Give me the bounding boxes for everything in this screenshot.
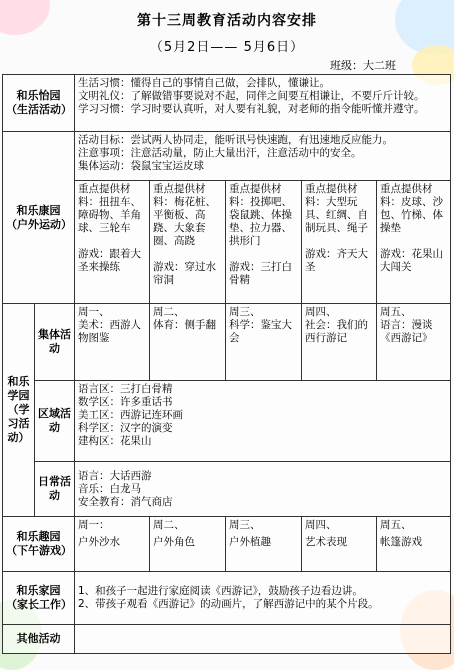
group-day-cell — [302, 304, 377, 381]
date-range: （5月2日—— 5月6日） — [149, 40, 305, 55]
study-group-row — [3, 304, 451, 381]
daily-line: 语言：大话西游 — [78, 469, 152, 482]
group-activity: 语言：漫谈《西游记》 — [380, 319, 433, 344]
group-day-cell — [150, 304, 226, 381]
health-materials: 重点提供材料：扭扭车、障碍物、羊角球、三轮车 — [78, 183, 141, 234]
life-section-label: 和乐怡园（生活活动） — [3, 75, 75, 132]
home-line: 1、和孩子一起进行家庭阅读《西游记》，鼓励孩子边看边讲。 — [78, 585, 363, 597]
study-daily-row — [3, 462, 451, 517]
group-activity: 社会：我们的西行游记 — [305, 319, 368, 344]
health-materials: 重点提供材料：投掷吧、袋鼠跳、体操垫、拉力器、拱形门 — [229, 183, 292, 247]
group-activity: 美术：西游人物图鉴 — [78, 319, 141, 344]
fun-day-cell — [150, 517, 226, 572]
health-materials: 重点提供材料：皮球、沙包、竹梯、体操垫 — [380, 183, 443, 234]
health-day-cell — [75, 181, 150, 304]
area-activity-label: 区域活动 — [35, 381, 75, 462]
health-game: 游戏：齐天大圣 — [305, 248, 368, 273]
area-line: 语言区：三打白骨精 — [78, 383, 173, 395]
fun-activity: 艺术表现 — [305, 536, 347, 548]
day-label: 周四、 — [305, 306, 337, 318]
daily-line: 安全教育：消气商店 — [78, 495, 173, 508]
group-day-cell — [377, 304, 451, 381]
day-label: 周二、 — [153, 306, 185, 318]
schedule-table — [2, 74, 451, 654]
other-row — [3, 625, 451, 654]
fun-day-cell — [226, 517, 302, 572]
day-label: 周五、 — [380, 306, 412, 318]
day-label: 周二、 — [153, 519, 185, 531]
life-line: 文明礼仪：了解做错事要说对不起，同伴之间要互相谦让，不要斤斤计较。 — [78, 90, 425, 102]
fun-day-cell — [75, 517, 150, 572]
group-day-cell — [226, 304, 302, 381]
fun-section-label: 和乐趣园（下午游戏） — [3, 517, 75, 572]
life-line: 生活习惯：懂得自己的事情自己做，会排队，懂谦让。 — [78, 77, 330, 89]
daily-activity-label: 日常活动 — [35, 462, 75, 517]
health-day-cell — [226, 181, 302, 304]
fun-day-cell — [302, 517, 377, 572]
fun-day-cell — [377, 517, 451, 572]
health-line: 注意事项：注意活动量，防止大量出汗，注意活动中的安全。 — [78, 147, 362, 159]
area-line: 数学区：许多重话书 — [78, 396, 173, 408]
fun-activity: 户外角色 — [153, 536, 195, 548]
home-line: 2、带孩子观看《西游记》的动画片，了解西游记中的某个片段。 — [78, 598, 379, 610]
page-title: 第十三周教育活动内容安排 — [137, 13, 317, 29]
health-game: 游戏：三打白骨精 — [229, 261, 292, 286]
health-line: 活动目标：尝试两人协同走，能听讯号快速跑，有迅速地反应能力。 — [78, 134, 393, 146]
life-row — [3, 75, 451, 132]
day-label: 周一、 — [78, 306, 110, 318]
health-line: 集体运动：袋鼠宝宝运皮球 — [78, 160, 204, 172]
health-game: 游戏：穿过水帘洞 — [153, 261, 216, 286]
group-activity: 科学：鉴宝大会 — [229, 319, 292, 344]
day-label: 周四、 — [305, 519, 337, 531]
area-line: 美工区：西游记连环画 — [78, 409, 183, 421]
study-section-label: 和乐学园（学习活动） — [3, 304, 35, 517]
daily-content — [75, 462, 451, 517]
study-area-row — [3, 381, 451, 462]
life-line: 学习习惯：学习时要认真听，对人要有礼貌，对老师的指令能听懂并遵守。 — [78, 103, 425, 115]
health-game: 游戏：花果山大闯关 — [380, 248, 443, 273]
health-materials: 重点提供材料：大型玩具、红绸、自制玩具、绳子 — [305, 183, 368, 234]
home-content — [75, 572, 451, 625]
health-section-label: 和乐康园（户外运动） — [3, 132, 75, 304]
health-materials: 重点提供材料：梅花桩、平衡板、高跷、大象套圈、高跷 — [153, 183, 216, 247]
group-day-cell — [75, 304, 150, 381]
health-content — [75, 132, 451, 181]
other-content — [75, 625, 451, 654]
health-day-cell — [377, 181, 451, 304]
area-line: 科学区：汉字的演变 — [78, 422, 173, 434]
fun-activity: 户外植趣 — [229, 536, 271, 548]
area-content — [75, 381, 451, 462]
fun-activity: 帐篷游戏 — [380, 536, 422, 548]
home-section-label: 和乐家园（家长工作） — [3, 572, 75, 625]
day-label: 周一： — [78, 519, 110, 531]
area-line: 建构区：花果山 — [78, 435, 152, 447]
health-day-cell — [150, 181, 226, 304]
fun-activity: 户外沙水 — [78, 536, 120, 548]
health-game: 游戏：跟着大圣来操练 — [78, 248, 141, 273]
day-label: 周三、 — [229, 306, 261, 318]
home-row — [3, 572, 451, 625]
class-label: 班级：大二班 — [330, 59, 396, 72]
group-activity-label: 集体活动 — [35, 304, 75, 381]
day-label: 周三、 — [229, 519, 261, 531]
group-activity: 体育：侧手翻 — [153, 319, 216, 331]
daily-line: 音乐：白龙马 — [78, 482, 141, 495]
life-content — [75, 75, 451, 132]
day-label: 周五、 — [380, 519, 412, 531]
fun-row — [3, 517, 451, 572]
health-day-cell — [302, 181, 377, 304]
other-section-label: 其他活动 — [3, 625, 75, 654]
health-row — [3, 132, 451, 181]
